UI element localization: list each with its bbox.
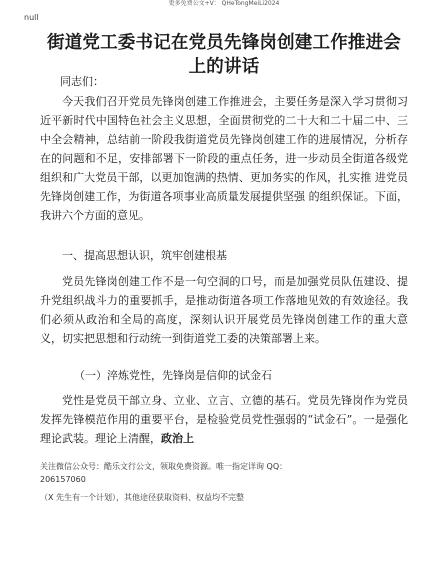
subsection-1-text: 党性是党员干部立身、立业、立言、立德的基石。党员先锋岗作为党员发挥先锋模范作用的重要平台，是检验党员党性强弱的“试金石”。一是强化理论武装。理论上清醒，	[40, 394, 408, 445]
subsection-1-paragraph	[40, 391, 408, 448]
intro-paragraph: 今天我们召开党员先锋岗创建工作推进会，主要任务是深入学习贯彻习近平新时代中国特色社会主义思想，全面贯彻党的二十大和二十届二中、三中全会精神，总结前一阶段我街道党员先锋岗创建工作的进展情况，分析存在的问题和不足，安排部署下一阶段的重点任务，进一步动员全街道各级党组织和广大党员干部，以更加饱满的热情、更加务实的作风，扎实推 进党员先锋岗创建工作，为街道各项事业高质量发展提供坚强 的组织保证。下面，我讲六个方面的意见。	[40, 95, 408, 222]
null-marker: null	[24, 13, 39, 22]
page-title: 街道党工委书记在党员先锋岗创建工作推进会上的讲话	[47, 33, 401, 77]
section-heading-1: 一、提高思想认识，筑牢创建根基	[62, 249, 227, 262]
salutation: 同志们：	[60, 75, 104, 88]
subsection-1-bold-tail: 政治上	[161, 432, 194, 445]
subsection-heading-1: （一）淬炼党性，先锋岗是信仰的试金石	[74, 369, 272, 382]
footer-disclaimer: （X 先生有一个计划），其他途径获取资料、权益均不完整	[40, 493, 245, 502]
section-1-paragraph: 党员先锋岗创建工作不是一句空洞的口号，而是加强党员队伍建设、提升党组织战斗力的重要抓手，是推动街道各项工作落地见效的有效途径。我们必须从政治和全局的高度，深刻认识开展党员先锋岗创建工作的重大意义，切实把思想和行动统一到街道党工委的决策部署上来。	[40, 275, 408, 345]
footer-promo-line: 关注微信公众号：酷乐文行公文，领取免费资源。唯一指定详询 QQ：	[40, 462, 288, 471]
footer-qq-number: 206157060	[40, 475, 86, 484]
top-watermark-note: 更多免费公文+V： QHeTongMeiLi2024	[168, 0, 280, 7]
